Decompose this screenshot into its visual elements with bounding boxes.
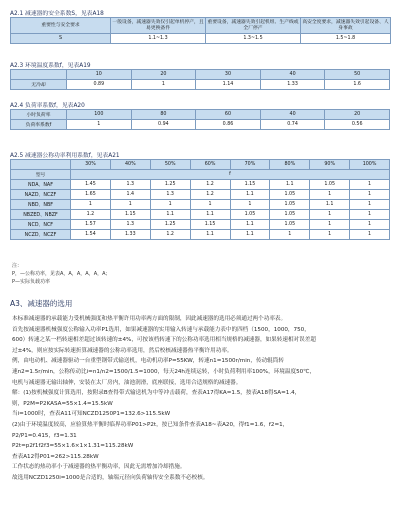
note-line: P—实际负载功率 — [12, 279, 51, 285]
table-cell: 1 — [350, 200, 390, 210]
table-cell: 0.94 — [131, 120, 196, 130]
table-header: f — [71, 170, 390, 180]
table-header: 20 — [131, 70, 196, 80]
row-label: 负荷率系数f — [11, 120, 67, 130]
row-label: S — [11, 34, 111, 44]
table-cell: 1 — [350, 210, 390, 220]
table-header: 50% — [150, 160, 190, 170]
table-header: 20 — [325, 110, 390, 120]
table-cell: 1 — [310, 190, 350, 200]
table-header: 50 — [325, 70, 390, 80]
table-cell: 1 — [350, 190, 390, 200]
table-cell: 1.33 — [260, 80, 325, 90]
table-header: 100 — [67, 110, 132, 120]
table-header: 高安全度要求，减速器失效引起设备、人身事故 — [301, 18, 391, 34]
note-label: 注： — [12, 263, 23, 269]
table-header: 80 — [131, 110, 196, 120]
table-cell: 1.1 — [150, 210, 190, 220]
table-cell: 1.05 — [270, 200, 310, 210]
utilization-factor-table — [10, 159, 390, 240]
note-line: P，—公称功率，见表A，A，A，A，A，A； — [12, 271, 111, 277]
table-cell: 0.56 — [325, 120, 390, 130]
table-cell: 1 — [310, 230, 350, 240]
table-cell: 1.3 — [110, 180, 150, 190]
table-cell: 1 — [150, 200, 190, 210]
table-cell: 1.1 — [230, 230, 270, 240]
table-header — [11, 70, 67, 80]
table-header: 40 — [260, 110, 325, 120]
table-cell: 1.6 — [325, 80, 390, 90]
paragraph-line: 当i=1000时，查表A11可知NCZD1250P1=132.6>115.5kW — [12, 411, 171, 418]
paragraph-line: 查表A12得P01=262>115.28kW — [12, 453, 99, 460]
table-cell: 1.15 — [110, 210, 150, 220]
table-header: 重要设备，减速器失效引起机组、生产线或全厂停产 — [206, 18, 301, 34]
table-header — [11, 160, 71, 170]
table-header: 40 — [260, 70, 325, 80]
table-cell: 1.05 — [270, 210, 310, 220]
table-cell: 1 — [310, 210, 350, 220]
table-cell: 0.86 — [196, 120, 261, 130]
table-cell: 1.54 — [71, 230, 111, 240]
section-title-a3: A3、减速器的选用 — [10, 299, 73, 308]
table-cell: 1.1 — [230, 190, 270, 200]
table-row — [11, 220, 390, 230]
table-cell: 1.33 — [110, 230, 150, 240]
paragraph-line: 则，P2M=P2KASA=55×1.4=15.5kW — [12, 400, 113, 407]
section-title-a2-5: A2.5 减速器公称功率利用系数f，见表A21 — [10, 153, 120, 159]
table-cell: 1 — [67, 120, 132, 130]
table-cell: 1.25 — [150, 180, 190, 190]
table-cell: 1.15 — [230, 180, 270, 190]
paragraph-line: P2/P1=0.415，f3=1.31 — [12, 432, 77, 439]
table-header: 70% — [230, 160, 270, 170]
table-cell: 1.05 — [230, 210, 270, 220]
table-cell: 1 — [350, 180, 390, 190]
row-label: NBD、NBF — [11, 200, 71, 210]
table-row — [11, 230, 390, 240]
table-row — [11, 200, 390, 210]
table-cell: 1.1 — [190, 210, 230, 220]
table-cell: 1 — [190, 200, 230, 210]
table-cell: 1.05 — [270, 190, 310, 200]
table-cell: 1 — [350, 230, 390, 240]
table-cell: 1 — [310, 220, 350, 230]
section-title-a2-4: A2.4 负荷率系数f，见表A20 — [10, 103, 85, 109]
table-cell: 1.05 — [270, 220, 310, 230]
table-cell: 1.14 — [196, 80, 261, 90]
section-title-a2-3: A2.3 环境温度系数f，见表A19 — [10, 63, 91, 69]
row-label: NDA、NAF — [11, 180, 71, 190]
paragraph-line: (2)由于环境温度较高，应验算热平衡时临界功率P01>P2t，按已知条件查表A18~表A20，得f1=1.6，f2=1， — [12, 421, 289, 428]
paragraph-line: 工作状态的热功率小于减速器的热平衡功率，因此无需增加冷却措施。 — [12, 464, 186, 471]
paragraph-line: 本标准减速器的承载能力受机械强度和热平衡许用功率两方面的限制，因此减速器的选用必须通过两个功率表。 — [12, 316, 287, 322]
table-header: 100% — [350, 160, 390, 170]
paragraph-line: 速n2=1.5r/min，公称传动比i=n1/n2=1500/1.5=1000，每天24h连续运转，小时负荷利用率100%，环境温度50℃， — [12, 368, 316, 375]
paragraph-line: 600）转速之某一档转速相差超过该转速的±4%，可按该档转速下的公称功率选用相当规格的减速器，如果转速相对误差超 — [12, 337, 316, 344]
table-header: 30% — [71, 160, 111, 170]
table-cell: 1.2 — [71, 210, 111, 220]
table-cell: 1 — [110, 200, 150, 210]
table-cell: 1 — [350, 220, 390, 230]
row-label: NCD、NCF — [11, 220, 71, 230]
table-cell: 1.3 — [150, 190, 190, 200]
table-row — [11, 210, 390, 220]
table-header: 60 — [196, 110, 261, 120]
paragraph-line: 例，由电动机、减速器驱动一台重型钢带式输送机，电动机功率P=55KW，转速n1=1500r/min，传动辊筒转 — [12, 358, 284, 365]
table-cell: 1.3~1.5 — [206, 34, 301, 44]
table-row — [11, 190, 390, 200]
safety-factor-table — [10, 17, 391, 44]
table-cell: 0.89 — [67, 80, 132, 90]
table-cell: 1 — [71, 200, 111, 210]
table-header: 90% — [310, 160, 350, 170]
table-cell: 1.2 — [150, 230, 190, 240]
table-cell: 1.65 — [71, 190, 111, 200]
table-cell: 1.1 — [230, 220, 270, 230]
paragraph-line: 故选用NCZD1250i=1000是合适的，轴端元径向负荷轴传安全系数不必校核。 — [12, 474, 209, 481]
table-header: 80% — [270, 160, 310, 170]
table-cell: 1 — [131, 80, 196, 90]
table-cell: 1.1 — [310, 200, 350, 210]
section-title-a2-1: A2.1 减速器的安全系数S，见表A18 — [10, 11, 104, 17]
temperature-factor-table — [10, 69, 390, 90]
table-cell: 1.1~1.3 — [111, 34, 206, 44]
row-label: NAZD、NCZF — [11, 190, 71, 200]
table-header: 型号 — [11, 170, 71, 180]
table-header: 小时负荷率 — [11, 110, 67, 120]
row-label: 无冷却 — [11, 80, 67, 90]
table-cell: 1.5~1.8 — [301, 34, 391, 44]
row-label: NBZED、NBZF — [11, 210, 71, 220]
table-header: 一般设备，减速器失效仅引起单机停产，且易更换备件 — [111, 18, 206, 34]
table-cell: 1.1 — [190, 230, 230, 240]
table-cell: 1.2 — [190, 180, 230, 190]
table-cell: 1.05 — [310, 180, 350, 190]
table-cell: 1.1 — [270, 180, 310, 190]
table-cell: 0.74 — [260, 120, 325, 130]
table-cell: 1 — [230, 200, 270, 210]
table-cell: 1.25 — [150, 220, 190, 230]
paragraph-line: P2t=p2f1f2f3=55×1.6×1×1.31=115.28kW — [12, 443, 134, 450]
paragraph-line: 电机与减速器无输出轴伸，安装在太厂房内，油池润滑，底座联接，选用合适规格的减速器。 — [12, 379, 242, 386]
table-cell: 1.4 — [110, 190, 150, 200]
selection-paragraph — [12, 314, 392, 484]
paragraph-line: 过±4%，则应按实际转速折算减速器的公称功率选用，然后校核减速器热平衡许用功率。 — [12, 347, 233, 354]
load-factor-table — [10, 109, 390, 130]
table-cell: 1 — [270, 230, 310, 240]
table-cell: 1.15 — [190, 220, 230, 230]
paragraph-line: 首先按减速器机械强度公称输入功率P1选用，如果减速器的实用输入转速与承载能力表中的四档（1500，1000，750， — [12, 326, 310, 333]
table-cell: 1.3 — [110, 220, 150, 230]
table-header: 重要性与安全要求 — [11, 18, 111, 34]
row-label: NCZD、NCZF — [11, 230, 71, 240]
table-header: 60% — [190, 160, 230, 170]
table-cell: 1.45 — [71, 180, 111, 190]
paragraph-line: 解：(1)按机械强度计算选用，按附录B查得带式输送机为中等冲击载荷，查表A17得KA=1.5，按表A18得SA=1.4， — [12, 390, 301, 397]
table-cell: 1.2 — [190, 190, 230, 200]
table-header: 40% — [110, 160, 150, 170]
table-header: 10 — [67, 70, 132, 80]
table-row — [11, 180, 390, 190]
table-header: 30 — [196, 70, 261, 80]
table-cell: 1.57 — [71, 220, 111, 230]
